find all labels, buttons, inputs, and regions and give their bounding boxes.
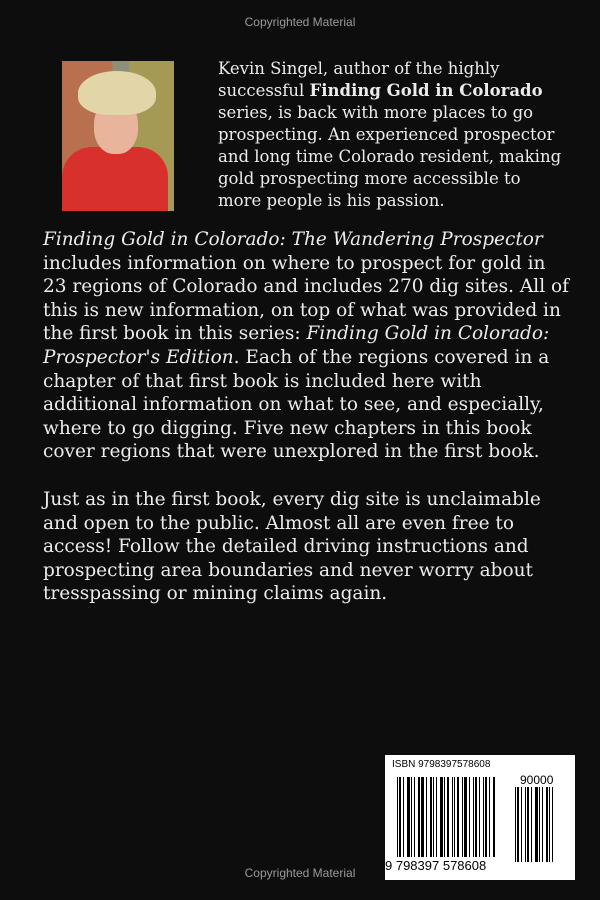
text-segment: Finding Gold in Colorado: The Wandering Prospector bbox=[43, 229, 543, 250]
text-segment: series, is back with more places to go bbox=[218, 103, 534, 122]
text-line bbox=[43, 228, 583, 252]
text-line bbox=[218, 168, 578, 190]
text-line bbox=[218, 146, 578, 168]
barcode-bar bbox=[418, 777, 420, 857]
copyright-watermark-bottom: Copyrighted Material bbox=[244, 866, 356, 880]
barcode-bar bbox=[546, 787, 548, 862]
text-segment: the first book in this series: bbox=[43, 323, 307, 345]
barcode-bar bbox=[399, 777, 401, 857]
text-line bbox=[43, 393, 583, 417]
barcode-bar bbox=[552, 787, 553, 862]
text-line bbox=[43, 512, 583, 536]
copyright-watermark-top: Copyrighted Material bbox=[244, 15, 356, 29]
text-line bbox=[43, 252, 583, 276]
text-segment: tresspassing or mining claims again. bbox=[43, 583, 388, 605]
barcode-bar bbox=[462, 777, 463, 857]
barcode-bar bbox=[444, 777, 445, 857]
price-barcode-bars bbox=[515, 787, 567, 862]
barcode-bar bbox=[525, 787, 526, 862]
text-segment: prospecting. An experienced prospector bbox=[218, 125, 555, 144]
text-segment: cover regions that were unexplored in the first book. bbox=[43, 441, 540, 463]
text-segment: includes information on where to prospect for gold in bbox=[43, 252, 546, 274]
text-segment: and open to the public. Almost all are even free to bbox=[43, 512, 514, 534]
barcode-bar bbox=[542, 787, 543, 862]
barcode-bar bbox=[539, 787, 540, 862]
barcode-bar bbox=[515, 787, 516, 862]
text-segment: access! Follow the detailed driving instructions and bbox=[43, 536, 529, 558]
text-segment: chapter of that first book is included here with bbox=[43, 370, 482, 392]
text-segment: prospecting area boundaries and never worry about bbox=[43, 559, 533, 581]
barcode-bar bbox=[436, 777, 437, 857]
barcode-bar bbox=[407, 777, 410, 857]
text-line bbox=[43, 464, 583, 488]
text-segment: where to go digging. Five new chapters in this book bbox=[43, 417, 532, 439]
text-segment: more people is his passion. bbox=[218, 191, 445, 210]
barcode-bar bbox=[485, 777, 487, 857]
text-segment: . Each of the regions covered in a bbox=[233, 346, 550, 368]
barcode-bar bbox=[430, 777, 432, 857]
barcode-bar bbox=[489, 777, 490, 857]
barcode-bar bbox=[447, 777, 449, 857]
author-bio bbox=[218, 58, 578, 212]
barcode-bar bbox=[414, 777, 415, 857]
barcode-bar bbox=[531, 787, 532, 862]
text-line bbox=[43, 370, 583, 394]
text-line bbox=[43, 346, 583, 370]
text-line bbox=[218, 102, 578, 124]
text-line bbox=[43, 417, 583, 441]
barcode-bar bbox=[469, 777, 470, 857]
text-line bbox=[43, 488, 583, 512]
barcode-bar bbox=[527, 787, 529, 862]
barcode-bar bbox=[433, 777, 434, 857]
text-segment: Finding Gold in Colorado bbox=[309, 81, 543, 100]
text-line bbox=[218, 124, 578, 146]
barcode-bar bbox=[452, 777, 453, 857]
barcode-bar bbox=[440, 777, 443, 857]
barcode-bar bbox=[475, 777, 477, 857]
book-description bbox=[43, 228, 583, 606]
text-line bbox=[218, 58, 578, 80]
barcode-digits: 9 798397 578608 bbox=[385, 858, 487, 873]
barcode-bar bbox=[549, 787, 550, 862]
barcode-bar bbox=[457, 777, 459, 857]
isbn-label: ISBN 9798397578608 bbox=[392, 759, 491, 770]
barcode-bar bbox=[411, 777, 412, 857]
barcode-bar bbox=[464, 777, 467, 857]
text-segment: additional information on what to see, and especially, bbox=[43, 394, 544, 416]
text-segment: this is new information, on top of what was provided in bbox=[43, 299, 561, 321]
text-segment: Kevin Singel, author of the highly bbox=[218, 59, 500, 78]
barcode-bar bbox=[421, 777, 424, 857]
barcode-bar bbox=[483, 777, 484, 857]
author-photo bbox=[62, 61, 174, 211]
barcode-bar bbox=[454, 777, 455, 857]
text-line bbox=[218, 80, 578, 102]
barcode-bar bbox=[493, 777, 495, 857]
text-line bbox=[218, 190, 578, 212]
text-line bbox=[43, 299, 583, 323]
barcode-bar bbox=[535, 787, 538, 862]
barcode-bar bbox=[397, 777, 398, 857]
text-segment: gold prospecting more accessible to bbox=[218, 169, 521, 188]
barcode-bar bbox=[403, 777, 404, 857]
barcode-bar bbox=[479, 777, 480, 857]
text-line bbox=[43, 322, 583, 346]
text-line bbox=[43, 559, 583, 583]
barcode-bar bbox=[521, 787, 522, 862]
text-line bbox=[43, 440, 583, 464]
barcode-bar bbox=[473, 777, 474, 857]
barcode-bar bbox=[426, 777, 427, 857]
text-segment: 23 regions of Colorado and includes 270 dig sites. All of bbox=[43, 276, 569, 298]
text-segment: Just as in the first book, every dig site is unclaimable bbox=[43, 488, 541, 510]
text-segment: and long time Colorado resident, making bbox=[218, 147, 562, 166]
text-line bbox=[43, 582, 583, 606]
text-segment: successful bbox=[218, 81, 310, 100]
text-segment: Prospector's Edition bbox=[43, 346, 234, 368]
text-segment: Finding Gold in Colorado: bbox=[306, 323, 550, 345]
barcode-bar bbox=[517, 787, 519, 862]
barcode-bars bbox=[397, 777, 505, 857]
text-line bbox=[43, 275, 583, 299]
isbn-barcode bbox=[385, 755, 575, 880]
text-line bbox=[43, 535, 583, 559]
price-code: 90000 bbox=[520, 773, 554, 787]
